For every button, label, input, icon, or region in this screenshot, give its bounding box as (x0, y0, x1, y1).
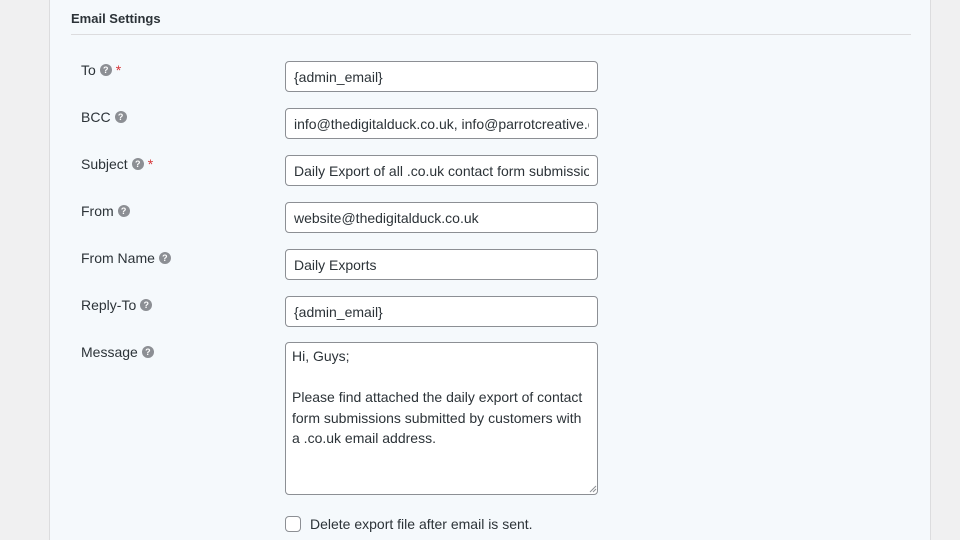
bcc-help-icon[interactable]: ? (115, 111, 127, 123)
resize-grip-icon[interactable] (589, 485, 597, 493)
from-name-help-icon[interactable]: ? (159, 252, 171, 264)
from-name-input[interactable] (285, 249, 598, 280)
from-name-label-row (81, 250, 171, 266)
subject-help-icon[interactable]: ? (132, 158, 144, 170)
message-label: Message (81, 344, 138, 360)
from-input[interactable] (285, 202, 598, 233)
subject-label-row (81, 156, 153, 172)
reply-to-label-row (81, 297, 152, 313)
from-help-icon[interactable]: ? (118, 205, 130, 217)
message-label-row (81, 344, 154, 360)
to-help-icon[interactable]: ? (100, 64, 112, 76)
from-label-row (81, 203, 130, 219)
delete-export-checkbox[interactable] (285, 516, 301, 532)
section-divider (71, 34, 911, 35)
section-title: Email Settings (71, 11, 161, 26)
bcc-label: BCC (81, 109, 111, 125)
from-label: From (81, 203, 114, 219)
from-name-label: From Name (81, 250, 155, 266)
to-required-marker: * (115, 62, 122, 78)
to-input[interactable] (285, 61, 598, 92)
delete-export-label: Delete export file after email is sent. (310, 516, 533, 532)
message-help-icon[interactable]: ? (142, 346, 154, 358)
reply-to-input[interactable] (285, 296, 598, 327)
email-settings-panel (49, 0, 931, 540)
to-label-row (81, 62, 121, 78)
subject-label: Subject (81, 156, 128, 172)
reply-to-help-icon[interactable]: ? (140, 299, 152, 311)
bcc-input[interactable] (285, 108, 598, 139)
subject-required-marker: * (147, 156, 154, 172)
delete-export-option[interactable] (285, 516, 533, 532)
to-label: To (81, 62, 96, 78)
bcc-label-row (81, 109, 127, 125)
message-textarea[interactable] (285, 342, 598, 495)
subject-input[interactable] (285, 155, 598, 186)
reply-to-label: Reply-To (81, 297, 137, 313)
